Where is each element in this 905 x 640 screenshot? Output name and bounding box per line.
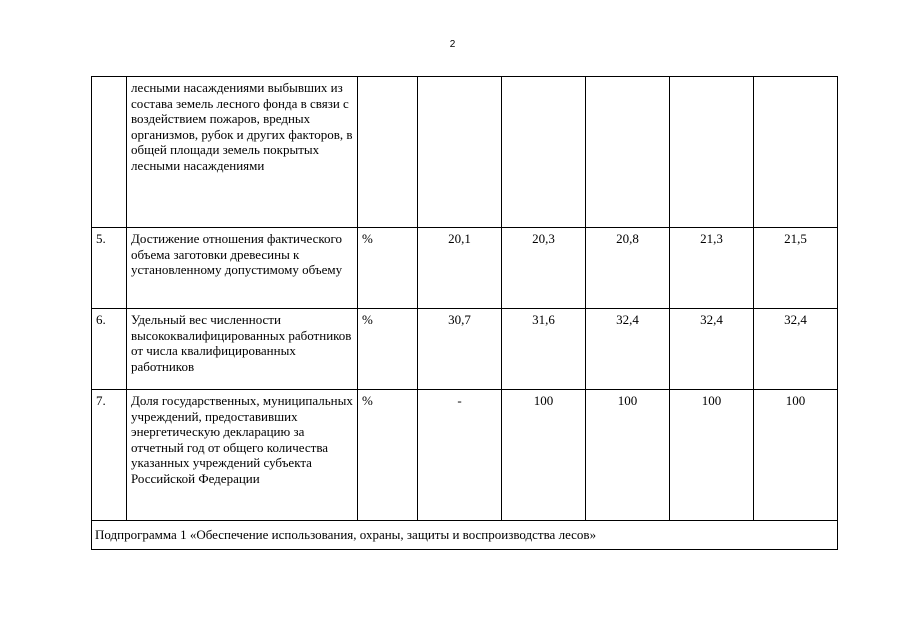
page-number: 2 bbox=[449, 39, 456, 50]
value-cell bbox=[754, 77, 838, 228]
indicators-table bbox=[91, 76, 838, 550]
indicator-name-cell: Доля государственных, муниципальных учреждений, предоставивших энергетическую декларацию за отчетный год от общего количества указанных учреждений субъекта Российской Федерации bbox=[127, 390, 358, 521]
row-number-cell bbox=[92, 77, 127, 228]
value-cell: 32,4 bbox=[670, 309, 754, 390]
value-cell: 21,5 bbox=[754, 228, 838, 309]
value-cell: 20,1 bbox=[418, 228, 502, 309]
table-row bbox=[92, 390, 838, 521]
value-cell: 21,3 bbox=[670, 228, 754, 309]
indicator-name-cell: Достижение отношения фактического объема заготовки древесины к установленному допустимому объему bbox=[127, 228, 358, 309]
value-cell: 100 bbox=[502, 390, 586, 521]
value-cell: 31,6 bbox=[502, 309, 586, 390]
unit-cell bbox=[358, 77, 418, 228]
value-cell bbox=[670, 77, 754, 228]
value-cell: 100 bbox=[754, 390, 838, 521]
row-number-cell: 5. bbox=[92, 228, 127, 309]
value-cell: 30,7 bbox=[418, 309, 502, 390]
unit-cell: % bbox=[358, 390, 418, 521]
indicator-name-cell: лесными насаждениями выбывших из состава земель лесного фонда в связи с воздействием пожаров, вредных организмов, рубок и других факторов, в общей площади земель покрытых лесными насаждениями bbox=[127, 77, 358, 228]
value-cell bbox=[418, 77, 502, 228]
table-row bbox=[92, 228, 838, 309]
value-cell bbox=[502, 77, 586, 228]
row-number-cell: 6. bbox=[92, 309, 127, 390]
value-cell: 100 bbox=[670, 390, 754, 521]
unit-cell: % bbox=[358, 309, 418, 390]
table-row bbox=[92, 521, 838, 550]
value-cell bbox=[586, 77, 670, 228]
table-row bbox=[92, 309, 838, 390]
value-cell: 20,3 bbox=[502, 228, 586, 309]
subprogram-title: Подпрограмма 1 «Обеспечение использования, охраны, защиты и воспроизводства лесов» bbox=[92, 521, 838, 550]
value-cell: 20,8 bbox=[586, 228, 670, 309]
value-cell: 32,4 bbox=[754, 309, 838, 390]
value-cell: 32,4 bbox=[586, 309, 670, 390]
table-row bbox=[92, 77, 838, 228]
row-number-cell: 7. bbox=[92, 390, 127, 521]
value-cell: - bbox=[418, 390, 502, 521]
value-cell: 100 bbox=[586, 390, 670, 521]
unit-cell: % bbox=[358, 228, 418, 309]
indicator-name-cell: Удельный вес численности высококвалифицированных работников от числа квалифицированных работников bbox=[127, 309, 358, 390]
